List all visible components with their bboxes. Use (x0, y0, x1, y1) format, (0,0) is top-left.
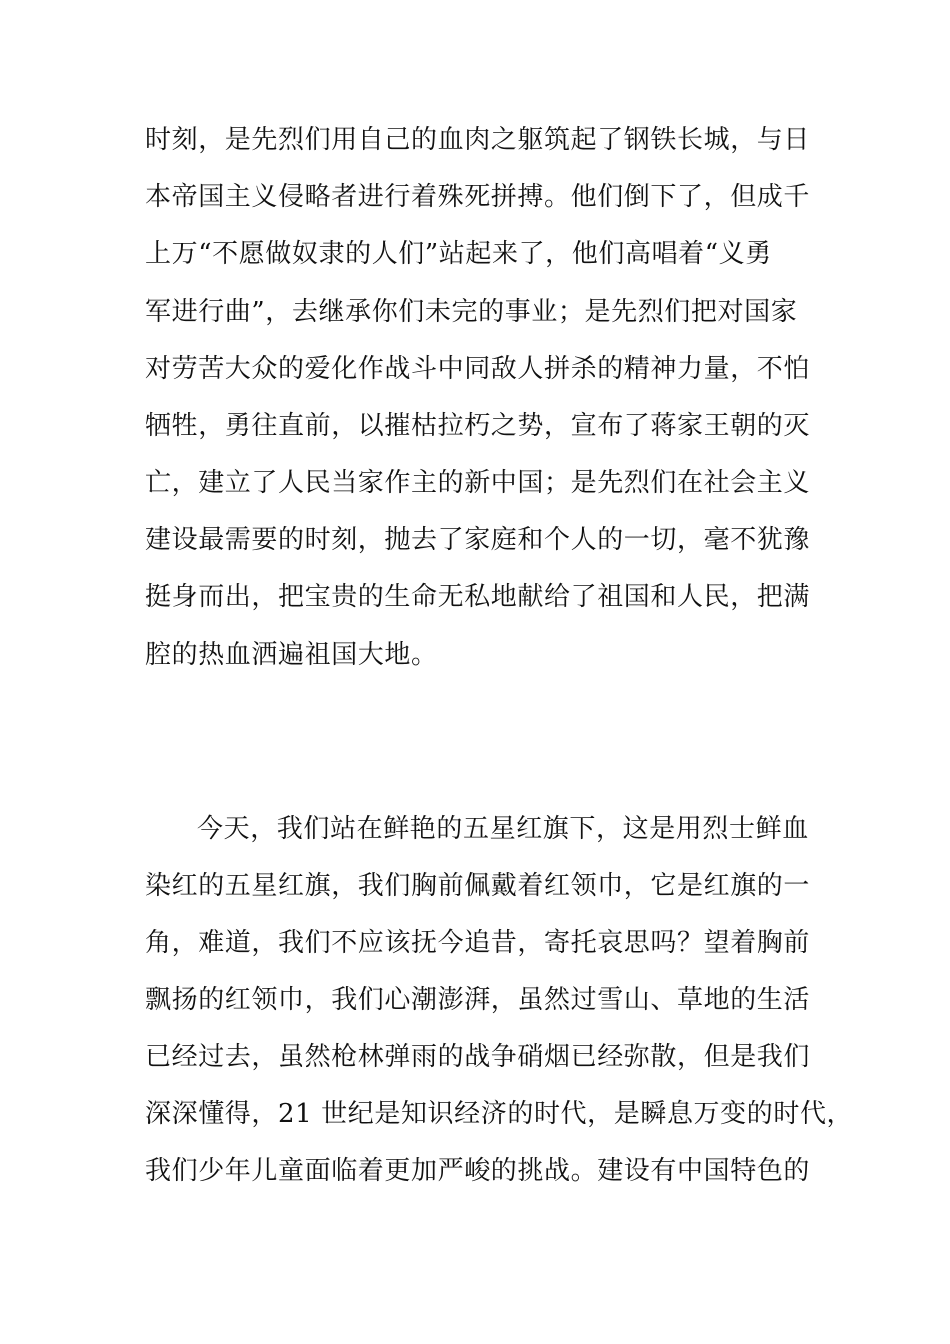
text-line: 亡，建立了人民当家作主的新中国；是先烈们在社会主义 (145, 468, 811, 498)
text-line: 染红的五星红旗，我们胸前佩戴着红领巾，它是红旗的一 (145, 871, 811, 901)
text-line: 飘扬的红领巾，我们心潮澎湃，虽然过雪山、草地的生活 (145, 985, 811, 1015)
text-line: 挺身而出，把宝贵的生命无私地献给了祖国和人民，把满 (145, 582, 811, 612)
text-line: 建设最需要的时刻，抛去了家庭和个人的一切，毫不犹豫 (145, 525, 811, 555)
text-line: 角，难道，我们不应该抚今追昔，寄托哀思吗？望着胸前 (145, 928, 811, 958)
text-line: 本帝国主义侵略者进行着殊死拼搏。他们倒下了，但成千 (145, 182, 811, 212)
text-line: 我们少年儿童面临着更加严峻的挑战。建设有中国特色的 (145, 1156, 811, 1186)
text-line: 军进行曲”，去继承你们未完的事业；是先烈们把对国家 (145, 297, 798, 327)
text-line: 牺牲，勇往直前，以摧枯拉朽之势，宣布了蒋家王朝的灭 (145, 411, 811, 441)
text-line: 今天，我们站在鲜艳的五星红旗下，这是用烈士鲜血 (197, 814, 809, 844)
text-line: 时刻，是先烈们用自己的血肉之躯筑起了钢铁长城，与日 (145, 125, 811, 155)
text-line: 已经过去，虽然枪林弹雨的战争硝烟已经弥散，但是我们 (145, 1042, 811, 1072)
text-line: 腔的热血洒遍祖国大地。 (145, 640, 438, 670)
text-line: 对劳苦大众的爱化作战斗中同敌人拼杀的精神力量，不怕 (145, 354, 811, 384)
text-line: 上万“不愿做奴隶的人们”站起来了，他们高唱着“义勇 (145, 239, 772, 269)
text-line: 深深懂得，21 世纪是知识经济的时代，是瞬息万变的时代， (145, 1099, 854, 1129)
